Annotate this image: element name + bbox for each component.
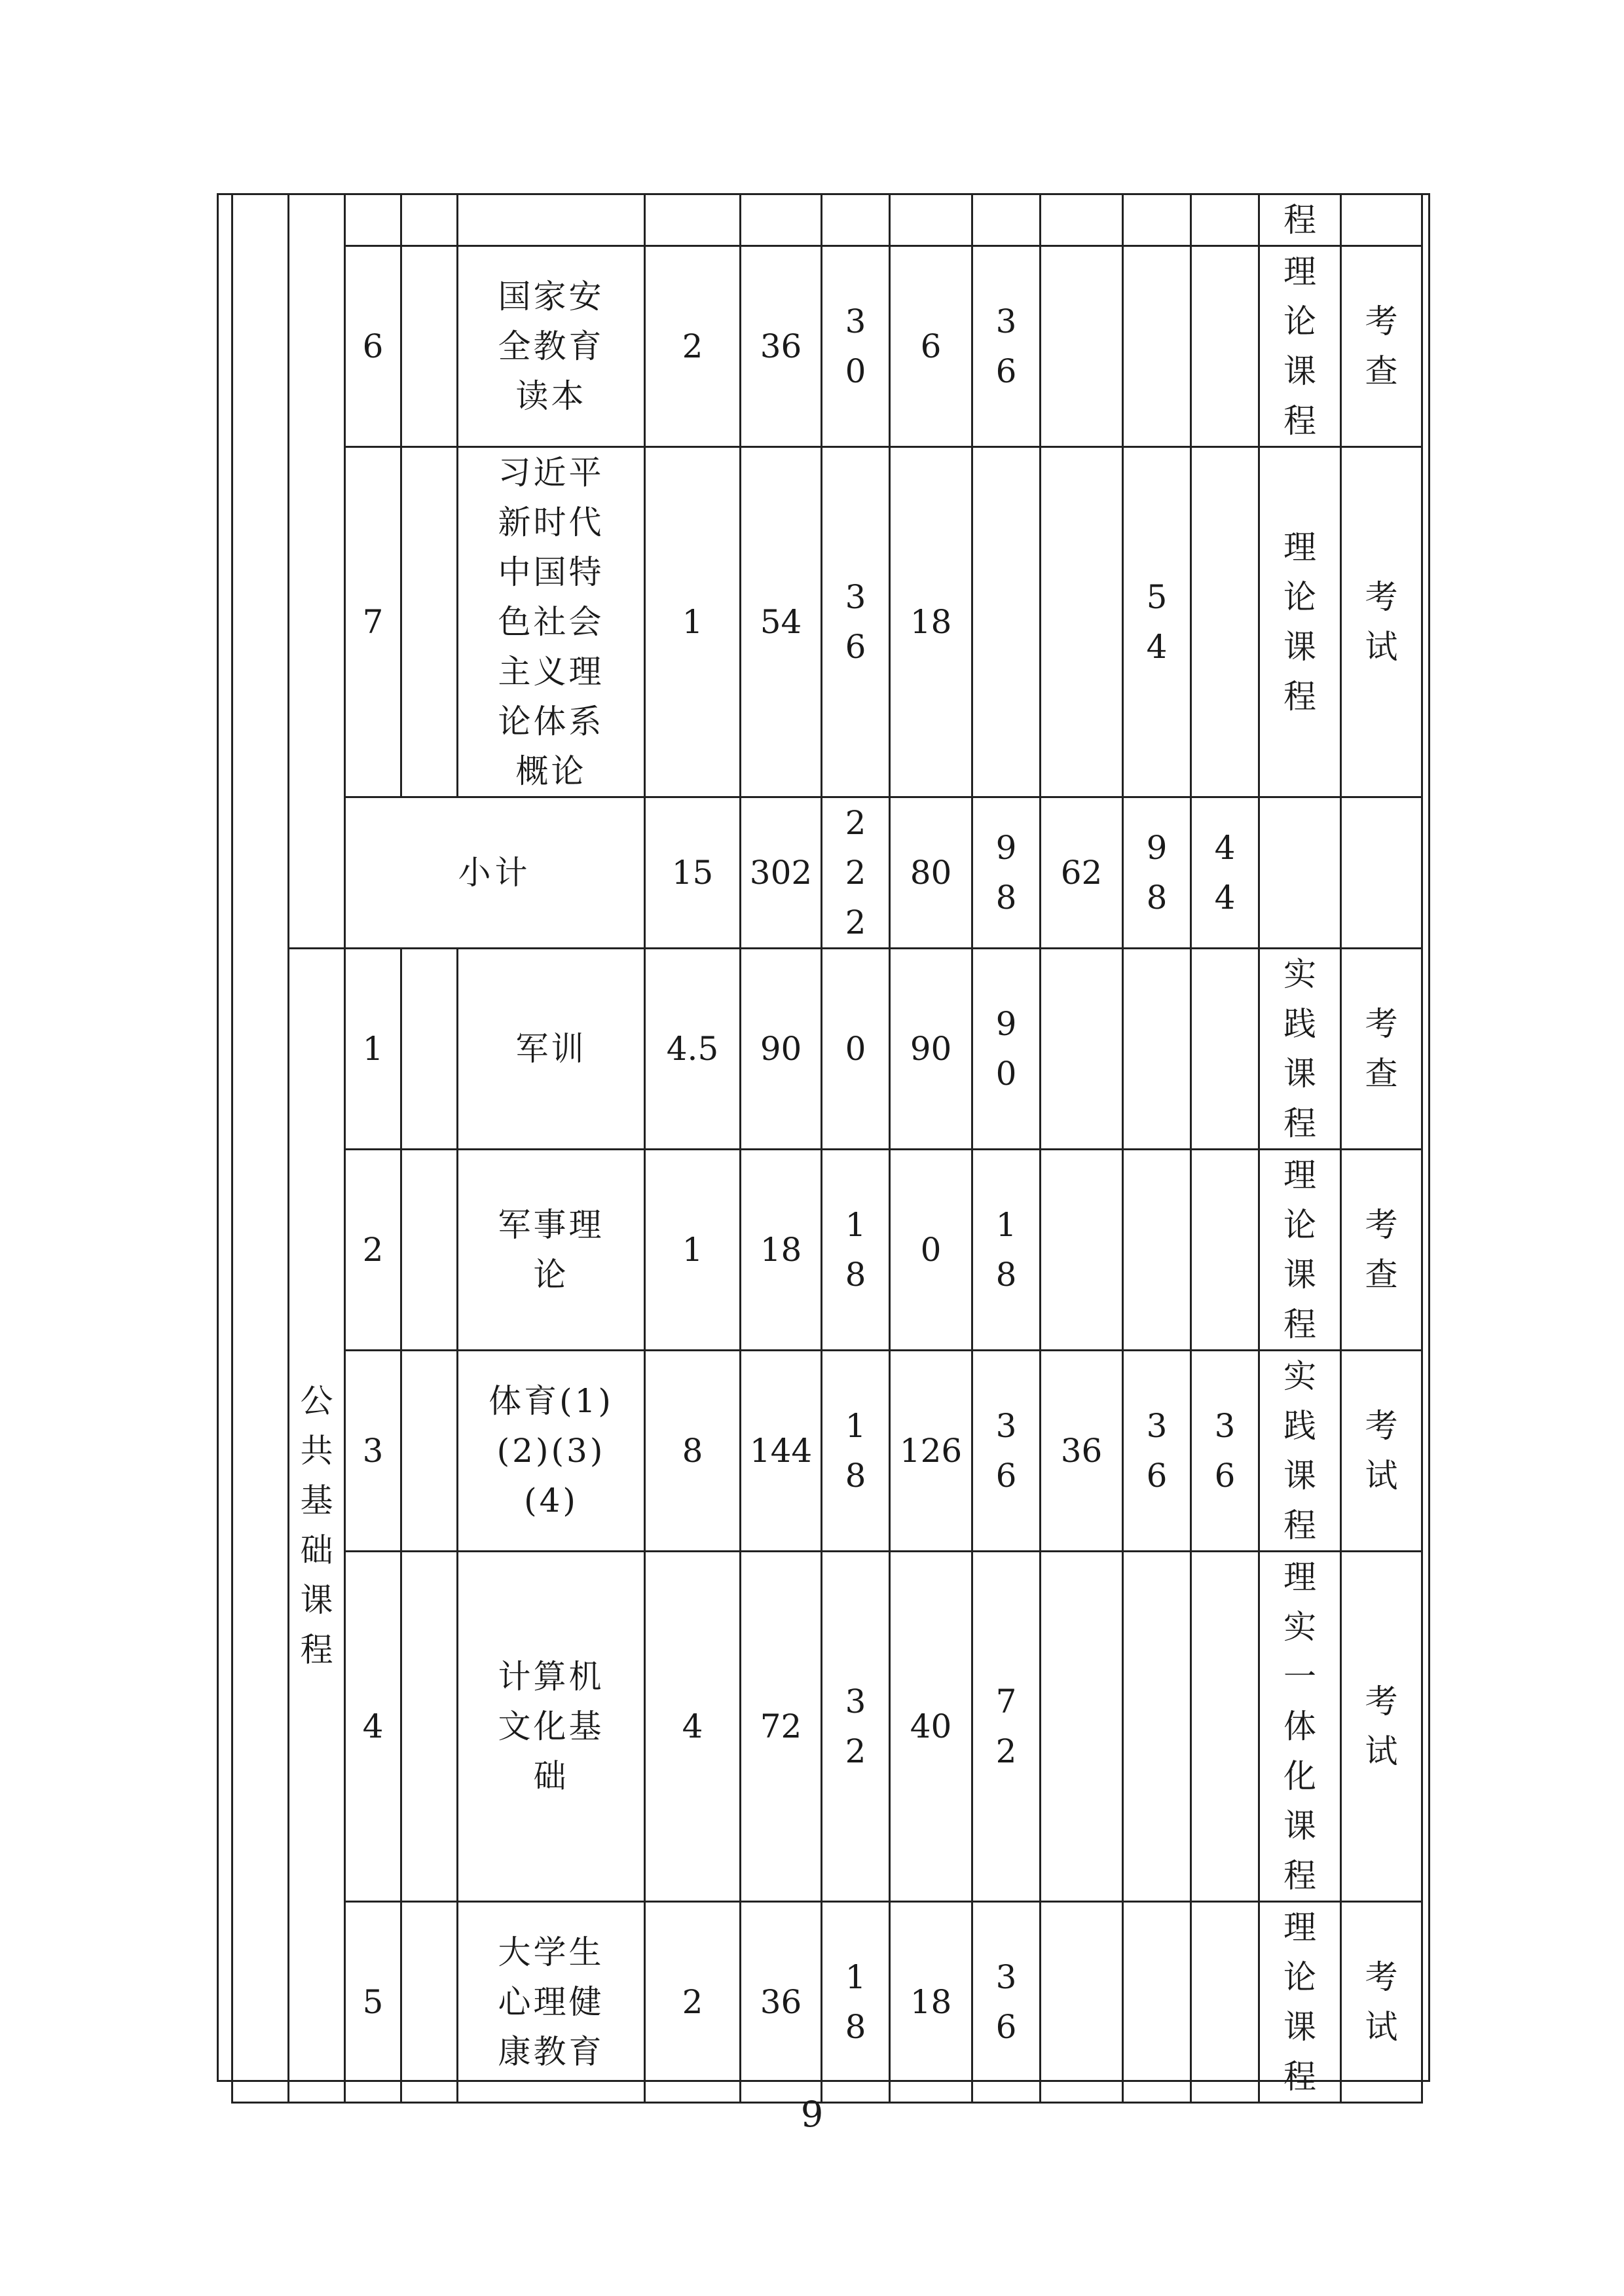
total-hours-cell: 18 bbox=[741, 1150, 822, 1351]
no-cell: 2 bbox=[345, 1150, 401, 1351]
subtotal-semester4: 44 bbox=[1191, 797, 1259, 949]
assessment-cell bbox=[1341, 797, 1422, 949]
theory-hours-cell: 0 bbox=[822, 949, 890, 1150]
credits-cell: 2 bbox=[645, 246, 741, 447]
semester1-cell: 18 bbox=[972, 1150, 1041, 1351]
semester3-cell bbox=[1123, 246, 1191, 447]
semester1-cell: 36 bbox=[972, 1351, 1041, 1552]
semester2-cell bbox=[1041, 1552, 1123, 1902]
theory-hours-cell: 36 bbox=[822, 447, 890, 797]
subtotal-label: 小计 bbox=[345, 797, 645, 949]
code-cell bbox=[401, 1902, 458, 2103]
semester3-cell bbox=[1123, 1902, 1191, 2103]
table-row bbox=[232, 1552, 1422, 1902]
subtotal-credits: 15 bbox=[645, 797, 741, 949]
course-type-cell: 理实一体化课程 bbox=[1259, 1552, 1341, 1902]
total-hours-cell: 90 bbox=[741, 949, 822, 1150]
subtotal-theory-hours: 222 bbox=[822, 797, 890, 949]
assessment-cell: 考查 bbox=[1341, 1150, 1422, 1351]
subtotal-semester3: 98 bbox=[1123, 797, 1191, 949]
total-hours-cell bbox=[741, 194, 822, 246]
semester2-cell bbox=[1041, 1902, 1123, 2103]
practice-hours-cell: 90 bbox=[890, 949, 972, 1150]
assessment-cell: 考试 bbox=[1341, 1351, 1422, 1552]
subtotal-row bbox=[232, 797, 1422, 949]
credits-cell: 4.5 bbox=[645, 949, 741, 1150]
course-name-cell: 军事理论 bbox=[458, 1150, 645, 1351]
credits-cell: 8 bbox=[645, 1351, 741, 1552]
theory-hours-cell: 30 bbox=[822, 246, 890, 447]
no-cell: 6 bbox=[345, 246, 401, 447]
no-cell: 1 bbox=[345, 949, 401, 1150]
practice-hours-cell bbox=[890, 194, 972, 246]
semester1-cell bbox=[972, 447, 1041, 797]
semester2-cell bbox=[1041, 447, 1123, 797]
semester3-cell bbox=[1123, 949, 1191, 1150]
course-type-cell: 理论课程 bbox=[1259, 1150, 1341, 1351]
semester1-cell: 36 bbox=[972, 1902, 1041, 2103]
category-cell bbox=[289, 194, 345, 949]
practice-hours-cell: 126 bbox=[890, 1351, 972, 1552]
subtotal-semester2: 62 bbox=[1041, 797, 1123, 949]
table-row bbox=[232, 1150, 1422, 1351]
semester2-cell: 36 bbox=[1041, 1351, 1123, 1552]
practice-hours-cell: 6 bbox=[890, 246, 972, 447]
no-cell bbox=[345, 194, 401, 246]
semester4-cell bbox=[1191, 246, 1259, 447]
group-cell bbox=[232, 194, 289, 2103]
credits-cell: 4 bbox=[645, 1552, 741, 1902]
code-cell bbox=[401, 1552, 458, 1902]
semester1-cell: 72 bbox=[972, 1552, 1041, 1902]
assessment-cell: 考试 bbox=[1341, 447, 1422, 797]
subtotal-semester1: 98 bbox=[972, 797, 1041, 949]
semester2-cell bbox=[1041, 194, 1123, 246]
course-name-cell bbox=[458, 194, 645, 246]
semester4-cell bbox=[1191, 1902, 1259, 2103]
semester4-cell bbox=[1191, 1150, 1259, 1351]
semester2-cell bbox=[1041, 949, 1123, 1150]
assessment-cell: 考试 bbox=[1341, 1552, 1422, 1902]
semester4-cell bbox=[1191, 1552, 1259, 1902]
code-cell bbox=[401, 949, 458, 1150]
semester4-cell bbox=[1191, 194, 1259, 246]
course-type-cell: 理论课程 bbox=[1259, 1902, 1341, 2103]
course-type-cell: 实践课程 bbox=[1259, 949, 1341, 1150]
table-row bbox=[232, 1902, 1422, 2103]
page-number: 9 bbox=[800, 2094, 824, 2135]
table-row bbox=[232, 949, 1422, 1150]
semester3-cell bbox=[1123, 1552, 1191, 1902]
subtotal-total-hours: 302 bbox=[741, 797, 822, 949]
semester2-cell bbox=[1041, 1150, 1123, 1351]
practice-hours-cell: 0 bbox=[890, 1150, 972, 1351]
course-name-cell: 军训 bbox=[458, 949, 645, 1150]
theory-hours-cell: 32 bbox=[822, 1552, 890, 1902]
code-cell bbox=[401, 1351, 458, 1552]
practice-hours-cell: 40 bbox=[890, 1552, 972, 1902]
assessment-cell bbox=[1341, 194, 1422, 246]
subtotal-practice-hours: 80 bbox=[890, 797, 972, 949]
category-label: 公共基础课程 bbox=[289, 949, 345, 2103]
theory-hours-cell: 18 bbox=[822, 1351, 890, 1552]
assessment-cell: 考查 bbox=[1341, 246, 1422, 447]
no-cell: 3 bbox=[345, 1351, 401, 1552]
course-name-cell: 大学生心理健康教育 bbox=[458, 1902, 645, 2103]
theory-hours-cell: 18 bbox=[822, 1902, 890, 2103]
theory-hours-cell bbox=[822, 194, 890, 246]
course-name-cell: 计算机文化基础 bbox=[458, 1552, 645, 1902]
total-hours-cell: 144 bbox=[741, 1351, 822, 1552]
assessment-cell: 考查 bbox=[1341, 949, 1422, 1150]
semester3-cell: 54 bbox=[1123, 447, 1191, 797]
credits-cell: 2 bbox=[645, 1902, 741, 2103]
semester1-cell: 90 bbox=[972, 949, 1041, 1150]
table-row bbox=[232, 246, 1422, 447]
no-cell: 5 bbox=[345, 1902, 401, 2103]
credits-cell: 1 bbox=[645, 1150, 741, 1351]
code-cell bbox=[401, 447, 458, 797]
semester3-cell bbox=[1123, 1150, 1191, 1351]
credits-cell: 1 bbox=[645, 447, 741, 797]
no-cell: 4 bbox=[345, 1552, 401, 1902]
semester1-cell: 36 bbox=[972, 246, 1041, 447]
semester3-cell bbox=[1123, 194, 1191, 246]
practice-hours-cell: 18 bbox=[890, 447, 972, 797]
course-type-cell bbox=[1259, 797, 1341, 949]
semester2-cell bbox=[1041, 246, 1123, 447]
credits-cell bbox=[645, 194, 741, 246]
semester4-cell bbox=[1191, 447, 1259, 797]
table-row bbox=[232, 1351, 1422, 1552]
table-row bbox=[232, 194, 1422, 246]
theory-hours-cell: 18 bbox=[822, 1150, 890, 1351]
total-hours-cell: 72 bbox=[741, 1552, 822, 1902]
course-name-cell: 习近平新时代中国特色社会主义理论体系概论 bbox=[458, 447, 645, 797]
practice-hours-cell: 18 bbox=[890, 1902, 972, 2103]
course-type-cell: 实践课程 bbox=[1259, 1351, 1341, 1552]
code-cell bbox=[401, 194, 458, 246]
course-type-cell: 理论课程 bbox=[1259, 246, 1341, 447]
semester1-cell bbox=[972, 194, 1041, 246]
table-row bbox=[232, 447, 1422, 797]
course-name-cell: 体育(1)(2)(3)(4) bbox=[458, 1351, 645, 1552]
course-name-cell: 国家安全教育读本 bbox=[458, 246, 645, 447]
assessment-cell: 考试 bbox=[1341, 1902, 1422, 2103]
semester4-cell bbox=[1191, 949, 1259, 1150]
no-cell: 7 bbox=[345, 447, 401, 797]
total-hours-cell: 54 bbox=[741, 447, 822, 797]
course-type-cell: 程 bbox=[1259, 194, 1341, 246]
total-hours-cell: 36 bbox=[741, 246, 822, 447]
code-cell bbox=[401, 246, 458, 447]
semester3-cell: 36 bbox=[1123, 1351, 1191, 1552]
code-cell bbox=[401, 1150, 458, 1351]
semester4-cell: 36 bbox=[1191, 1351, 1259, 1552]
course-type-cell: 理论课程 bbox=[1259, 447, 1341, 797]
total-hours-cell: 36 bbox=[741, 1902, 822, 2103]
course-table bbox=[231, 193, 1423, 2104]
